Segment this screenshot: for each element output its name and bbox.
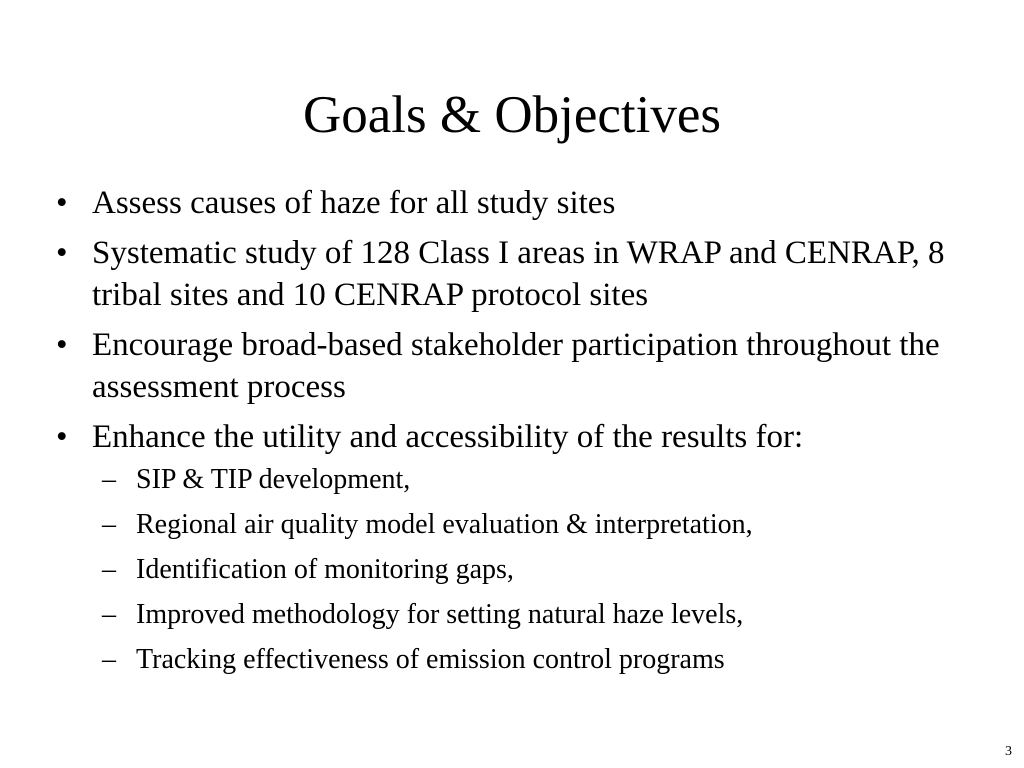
sub-bullet-item <box>92 462 992 498</box>
sub-bullet-text: Regional air quality model evaluation & interpretation, <box>136 509 753 540</box>
bullet-text: Assess causes of haze for all study sites <box>92 185 616 221</box>
bullet-item <box>52 416 992 678</box>
bullet-item <box>52 324 992 408</box>
bullet-marker: • <box>56 327 68 363</box>
sub-bullet-item <box>92 507 992 543</box>
sub-bullet-marker: – <box>102 509 116 540</box>
sub-bullet-item <box>92 597 992 633</box>
slide-title: Goals & Objectives <box>302 86 722 144</box>
bullet-text: Enhance the utility and accessibility of the results for: <box>92 419 804 455</box>
sub-bullet-item <box>92 642 992 678</box>
sub-bullet-list <box>92 462 992 678</box>
bullet-text: Encourage broad-based stakeholder participation throughout the assessment process <box>92 327 940 405</box>
sub-bullet-marker: – <box>102 599 116 630</box>
sub-bullet-marker: – <box>102 644 116 675</box>
sub-bullet-text: Tracking effectiveness of emission control programs <box>136 644 725 675</box>
sub-bullet-marker: – <box>102 554 116 585</box>
sub-bullet-text: Improved methodology for setting natural haze levels, <box>136 599 744 630</box>
bullet-item <box>52 182 992 224</box>
bullet-item <box>52 232 992 316</box>
bullet-marker: • <box>56 419 68 455</box>
bullet-list <box>52 182 992 687</box>
sub-bullet-item <box>92 552 992 588</box>
sub-bullet-text: SIP & TIP development, <box>136 464 411 495</box>
bullet-marker: • <box>56 235 68 271</box>
sub-bullet-text: Identification of monitoring gaps, <box>136 554 514 585</box>
bullet-text: Systematic study of 128 Class I areas in WRAP and CENRAP, 8 tribal sites and 10 CENRAP protocol sites <box>92 235 945 313</box>
page-number: 3 <box>1005 744 1012 759</box>
sub-bullet-marker: – <box>102 464 116 495</box>
bullet-marker: • <box>56 185 68 221</box>
